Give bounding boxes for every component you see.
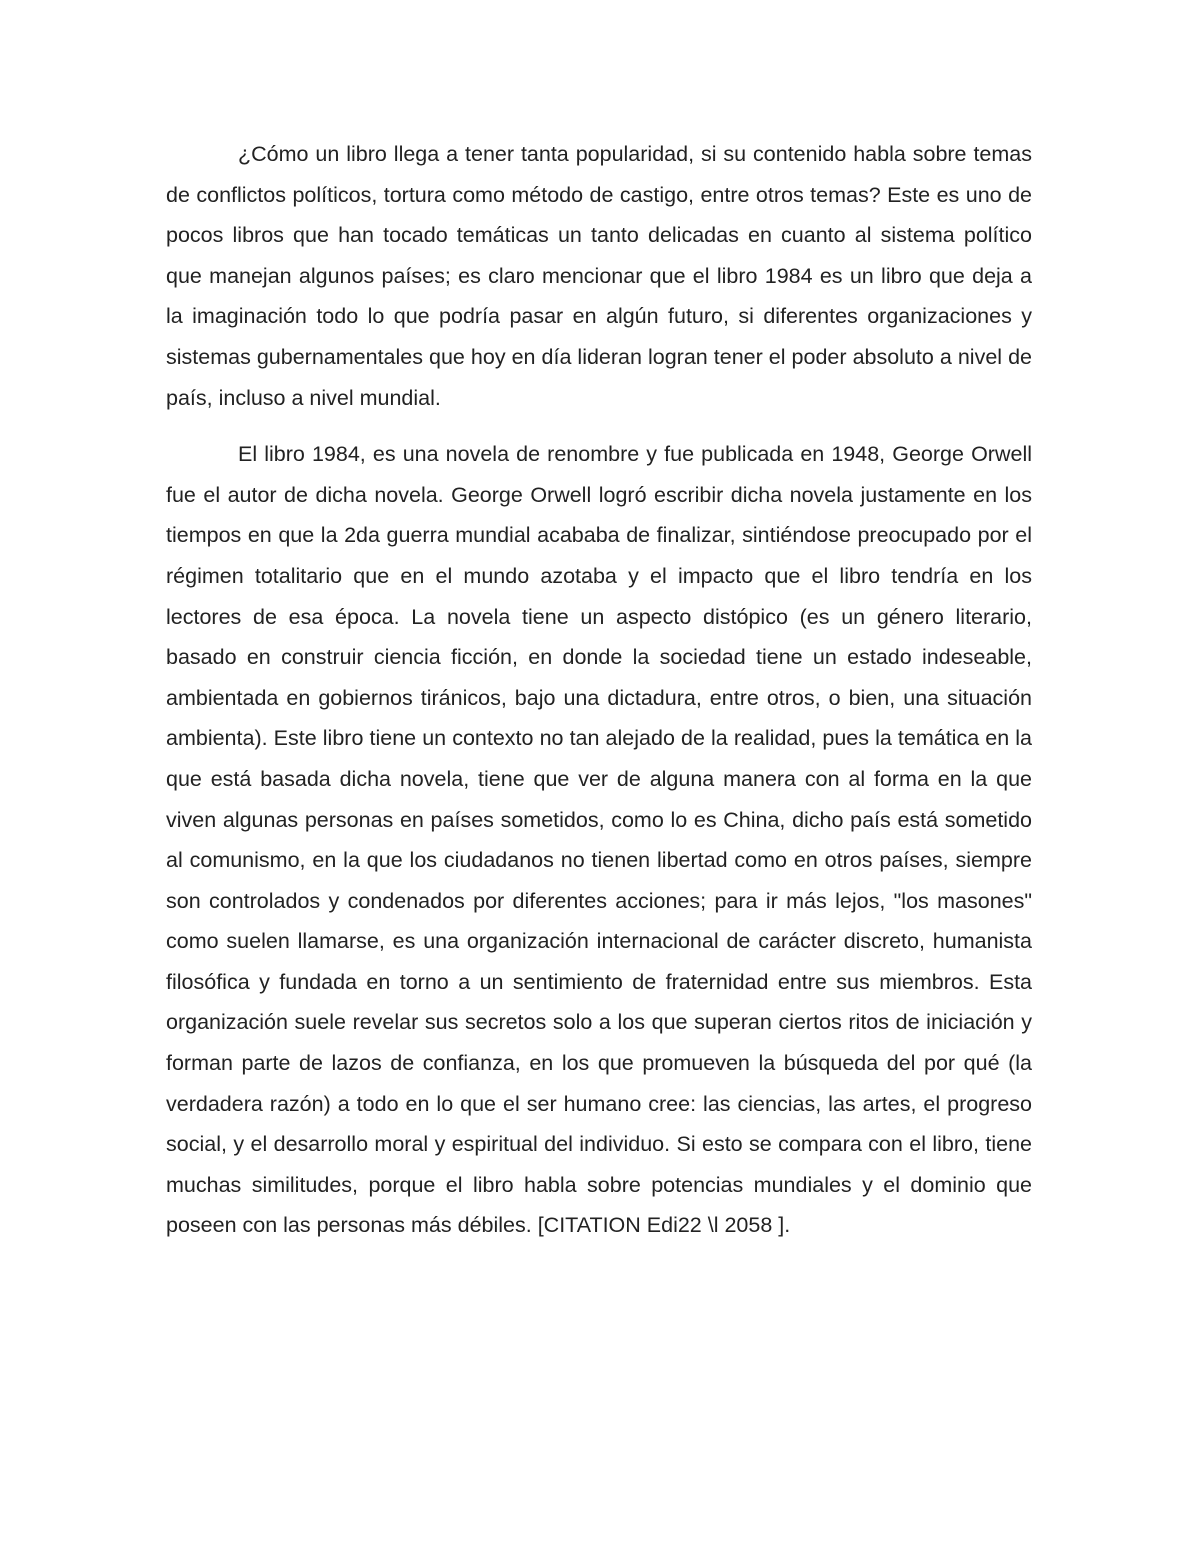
paragraph-main: El libro 1984, es una novela de renombre y fue publicada en 1948, George Orwell fue el autor de dicha novela. George Orwell logró escribir dicha novela justamente en los tiempos en que la 2da guerra mundial acababa de finalizar, sintiéndose preocupado por el régimen totalitario que en el mundo azotaba y el impacto que el libro tendría en los lectores de esa época. La novela tiene un aspecto distópico (es un género literario, basado en construir ciencia ficción, en donde la sociedad tiene un estado indeseable, ambientada en gobiernos tiránicos, bajo una dictadura, entre otros, o bien, una situación ambienta). Este libro tiene un contexto no tan alejado de la realidad, pues la temática en la que está basada dicha novela, tiene que ver de alguna manera con al forma en la que viven algunas personas en países sometidos, como lo es China, dicho país está sometido al comunismo, en la que los ciudadanos no tienen libertad como en otros países, siempre son controlados y condenados por diferentes acciones; para ir más lejos, "los masones" como suelen llamarse, es una organización internacional de carácter discreto, humanista filosófica y fundada en torno a un sentimiento de fraternidad entre sus miembros. Esta organización suele revelar sus secretos solo a los que superan ciertos ritos de iniciación y forman parte de lazos de confianza, en los que promueven la búsqueda del por qué (la verdadera razón) a todo en lo que el ser humano cree: las ciencias, las artes, el progreso social, y el desarrollo moral y espiritual del individuo. Si esto se compara con el libro, tiene muchas similitudes, porque el libro habla sobre potencias mundiales y el dominio que poseen con las personas más débiles. [CITATION Edi22 \l 2058 ]. (166, 442, 1032, 1238)
paragraph-intro: ¿Cómo un libro llega a tener tanta popularidad, si su contenido habla sobre temas de conflictos políticos, tortura como método de castigo, entre otros temas? Este es uno de pocos libros que han tocado temáticas un tanto delicadas en cuanto al sistema político que manejan algunos países; es claro mencionar que el libro 1984 es un libro que deja a la imaginación todo lo que podría pasar en algún futuro, si diferentes organizaciones y sistemas gubernamentales que hoy en día lideran logran tener el poder absoluto a nivel de país, incluso a nivel mundial. (166, 142, 1032, 410)
document-body (166, 134, 1032, 1246)
